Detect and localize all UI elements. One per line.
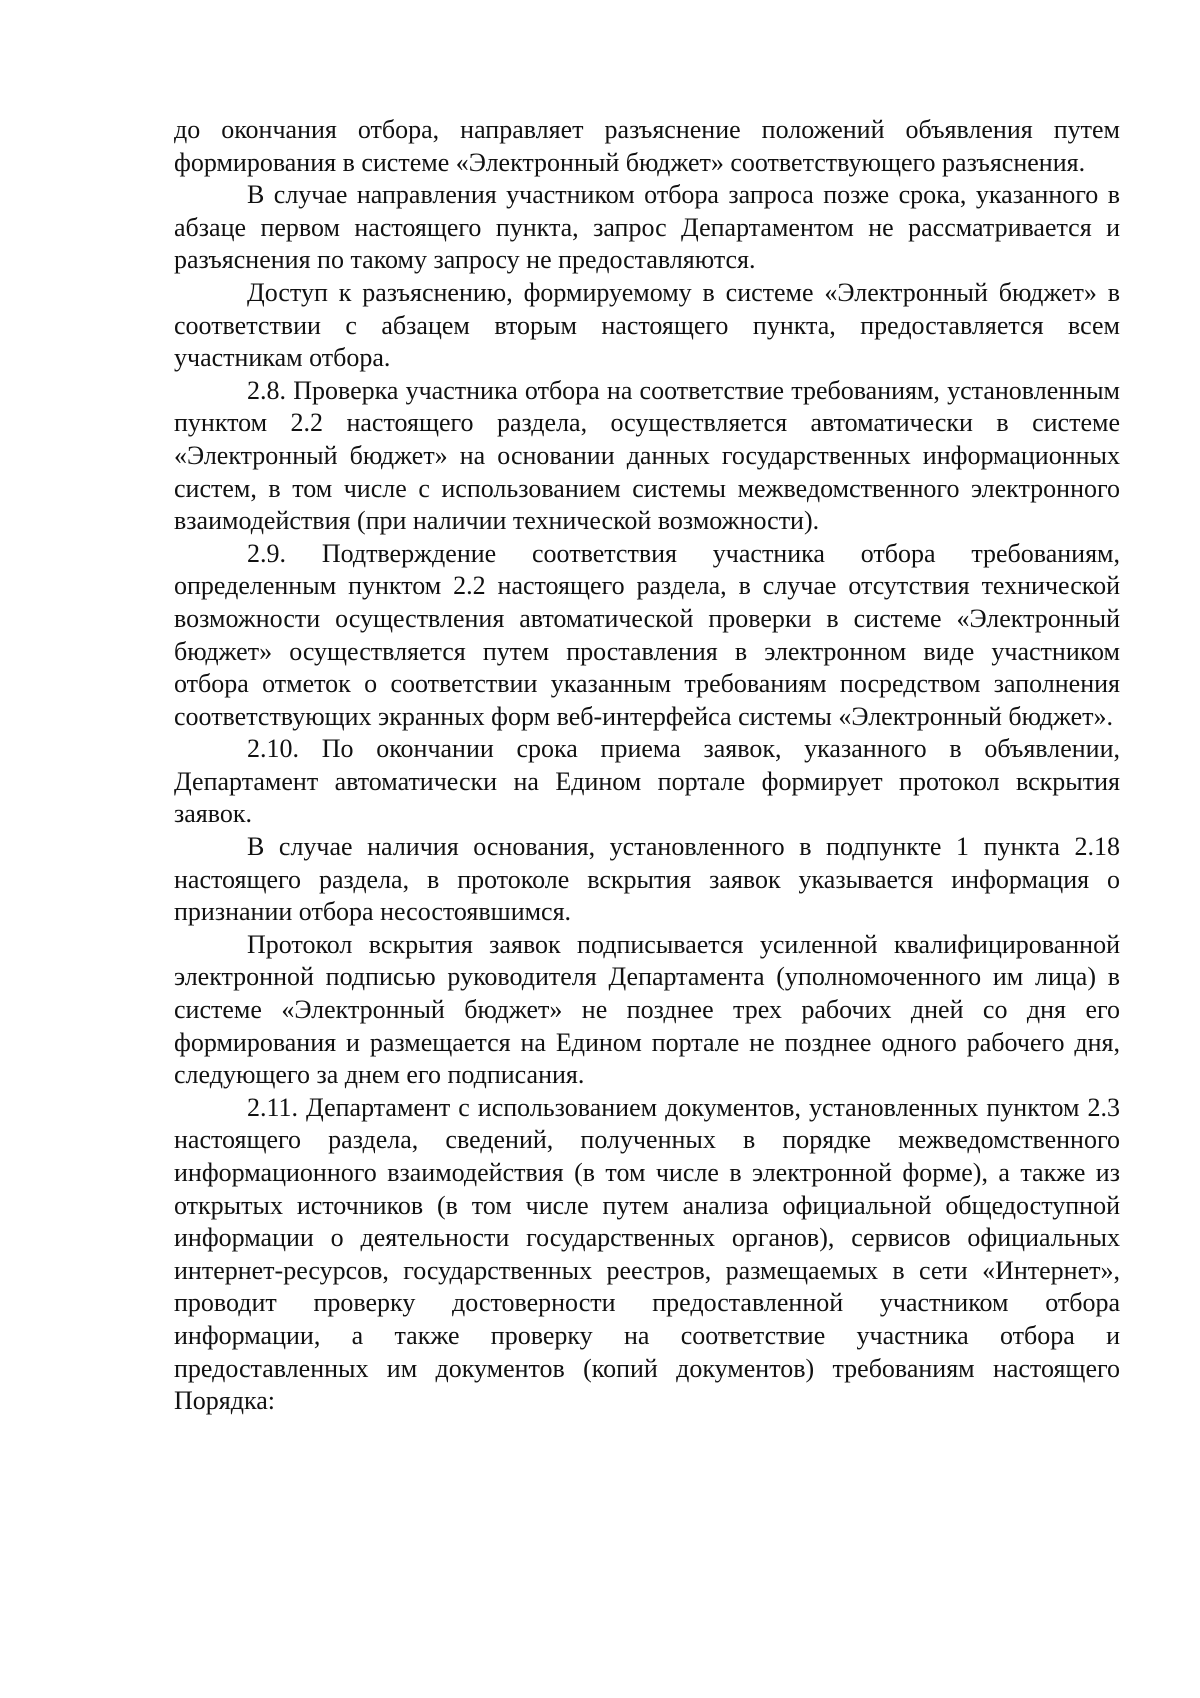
paragraph-failed-selection: В случае наличия основания, установленного в подпункте 1 пункта 2.18 настоящего раздела, в протоколе вскрытия заявок указывается информация о признании отбора несостоявшимся. (174, 832, 1120, 927)
paragraph-late-request: В случае направления участником отбора запроса позже срока, указанного в абзаце первом настоящего пункта, запрос Департаментом не рассматривается и разъяснения по такому запросу не предоставляются. (174, 180, 1120, 275)
paragraph-protocol-signing: Протокол вскрытия заявок подписывается усиленной квалифицированной электронной подписью руководителя Департамента (уполномоченного им лица) в системе «Электронный бюджет» не позднее трех рабочих дней со дня его формирования и размещается на Едином портале не позднее одного рабочего дня, следующего за днем его подписания. (174, 929, 1120, 1090)
paragraph-access-clarification: Доступ к разъяснению, формируемому в системе «Электронный бюджет» в соответствии с абзацем вторым настоящего пункта, предоставляется всем участникам отбора. (174, 277, 1120, 373)
paragraph-2-8: 2.8. Проверка участника отбора на соответствие требованиям, установленным пунктом 2.2 настоящего раздела, осуществляется автоматически в системе «Электронный бюджет» на основании данных государственных информационных систем, в том числе с использованием системы межведомственного электронного взаимодействия (при наличии технической возможности). (174, 375, 1120, 536)
paragraph-continuation: до окончания отбора, направляет разъяснение положений объявления путем формирования в системе «Электронный бюджет» соответствующего разъяснения. (174, 115, 1120, 177)
document-body (174, 114, 1120, 1418)
paragraph-2-9: 2.9. Подтверждение соответствия участника отбора требованиям, определенным пунктом 2.2 настоящего раздела, в случае отсутствия технической возможности осуществления автоматической проверки в системе «Электронный бюджет» осуществляется путем проставления в электронном виде участником отбора отметок о соответствии указанным требованиям посредством заполнения соответствующих экранных форм веб-интерфейса системы «Электронный бюджет». (174, 538, 1120, 731)
paragraph-2-11: 2.11. Департамент с использованием документов, установленных пунктом 2.3 настоящего раздела, сведений, полученных в порядке межведомственного информационного взаимодействия (в том числе в электронной форме), а также из открытых источников (в том числе путем анализа официальной общедоступной информации о деятельности государственных органов), сервисов официальных интернет-ресурсов, государственных реестров, размещаемых в сети «Интернет», проводит проверку достоверности предоставленной участником отбора информации, а также проверку на соответствие участника отбора и предоставленных им документов (копий документов) требованиям настоящего Порядка: (174, 1092, 1120, 1416)
paragraph-2-10: 2.10. По окончании срока приема заявок, указанного в объявлении, Департамент автоматически на Едином портале формирует протокол вскрытия заявок. (174, 734, 1120, 829)
